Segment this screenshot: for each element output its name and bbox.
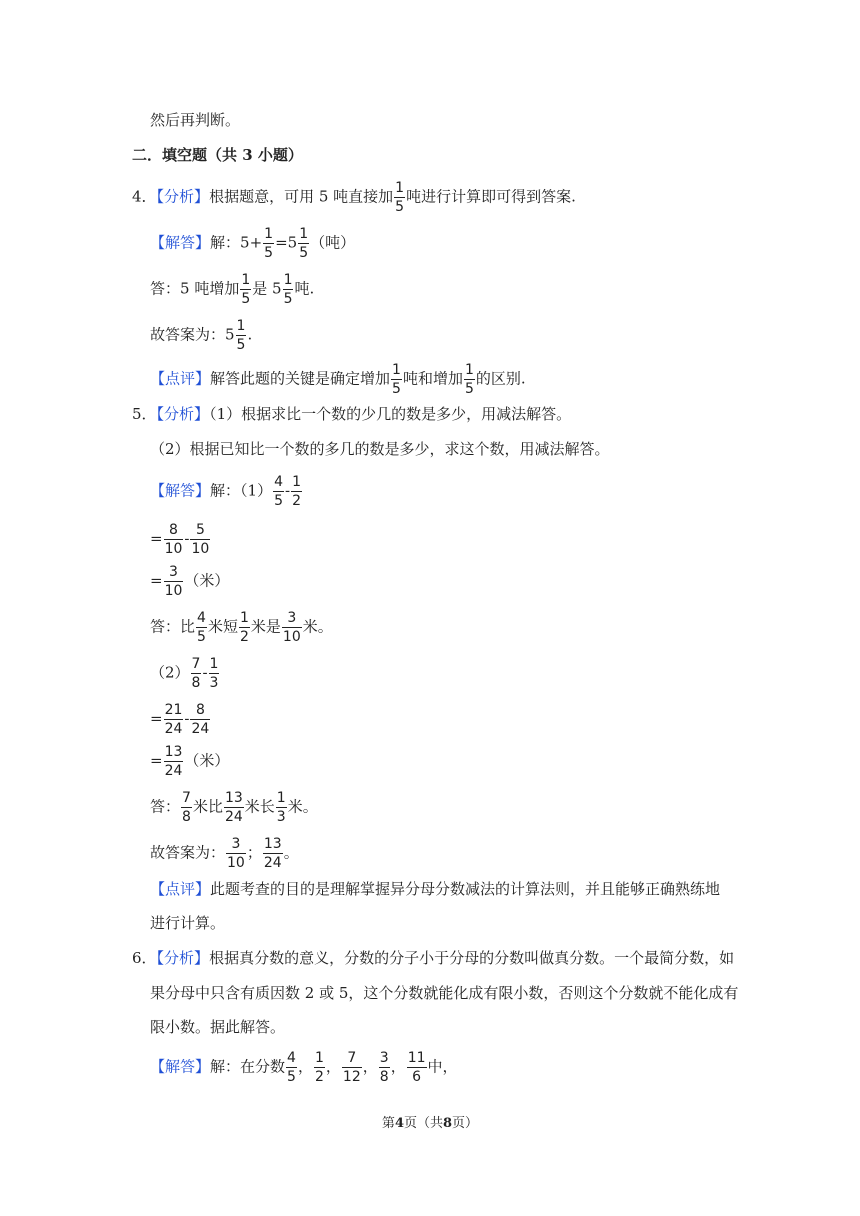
fraction: $\frac{8}{10}$: [164, 522, 183, 557]
q5-step: = $\frac{13}{24}$ （米）: [150, 744, 230, 779]
fraction: $\frac{11}{6}$: [407, 1050, 426, 1085]
q5-final-answer: 故答案为： $\frac{3}{10}$ ； $\frac{13}{24}$ 。: [150, 836, 299, 871]
fraction: $\frac{7}{12}$: [342, 1050, 361, 1085]
q5-review-2: 进行计算。: [150, 914, 226, 932]
fraction: $\frac{13}{24}$: [164, 744, 183, 779]
q4-number: 4．: [132, 187, 157, 206]
fraction: $\frac{1}{3}$: [276, 790, 286, 825]
solution-tag: 【解答】: [150, 1057, 211, 1076]
fraction: $\frac{7}{8}$: [191, 656, 201, 691]
analysis-tag: 【分析】: [156, 405, 210, 423]
intro-text: 然后再判断。: [150, 111, 241, 129]
fraction: $\frac{1}{5}$: [299, 226, 309, 261]
fraction: $\frac{1}{5}$: [395, 180, 405, 215]
q6-analysis-3: 限小数。据此解答。: [150, 1018, 286, 1036]
fraction: $\frac{4}{5}$: [274, 474, 283, 509]
q6-number: 6．: [132, 949, 157, 967]
solution-tag: 【解答】: [150, 233, 211, 252]
q4-final-answer: 故答案为：5 $\frac{1}{5}$ .: [150, 318, 253, 353]
q5-review: 【点评】此题考查的目的是理解掌握异分母分数减法的计算法则，并且能够正确熟练地: [150, 880, 721, 898]
fraction: $\frac{7}{8}$: [182, 790, 191, 825]
review-tag: 【点评】: [150, 880, 211, 898]
q5-solution: 【解答】解：（1） $\frac{4}{5}$ - $\frac{1}{2}$: [150, 474, 301, 509]
fraction: $\frac{13}{24}$: [263, 836, 282, 871]
page-number: 4: [394, 1116, 404, 1131]
q4-solution: 【解答】解：5+ $\frac{1}{5}$ =5 $\frac{1}{5}$ （吨）: [150, 226, 356, 261]
fraction: $\frac{8}{24}$: [191, 702, 210, 737]
q5-number: 5．: [132, 405, 157, 423]
q4-answer: 答：5 吨增加 $\frac{1}{5}$ 是 5 $\frac{1}{5}$ 吨.: [150, 272, 315, 307]
fraction: $\frac{21}{24}$: [164, 702, 183, 737]
fraction: $\frac{1}{2}$: [239, 610, 249, 645]
q5-step: = $\frac{8}{10}$ - $\frac{5}{10}$: [150, 522, 210, 557]
fraction: $\frac{1}{5}$: [464, 362, 474, 397]
q4-review: 【点评】解答此题的关键是确定增加 $\frac{1}{5}$ 吨和增加 $\frac{1}{5}$ 的区别.: [150, 362, 526, 397]
fraction: $\frac{1}{2}$: [314, 1050, 324, 1085]
fraction: $\frac{1}{5}$: [392, 362, 401, 397]
solution-tag: 【解答】: [150, 481, 211, 500]
fraction: $\frac{3}{10}$: [282, 610, 301, 645]
q5-answer-2: 答： $\frac{7}{8}$ 米比 $\frac{13}{24}$ 米长 $\frac{1}{3}$ 米。: [150, 790, 318, 825]
fraction: $\frac{4}{5}$: [197, 610, 206, 645]
fraction: $\frac{5}{10}$: [191, 522, 210, 557]
q4-analysis: 4．【分析】根据题意，可用 5 吨直接加 $\frac{1}{5}$ 吨进行计算即可得到答案.: [132, 180, 576, 215]
q5-step: = $\frac{3}{10}$ （米）: [150, 564, 230, 599]
fraction: $\frac{1}{5}$: [264, 226, 274, 261]
review-tag: 【点评】: [150, 369, 211, 388]
q5-analysis: 5．【分析】（1）根据求比一个数的少几的数是多少，用减法解答。: [132, 405, 572, 423]
fraction: $\frac{1}{5}$: [241, 272, 251, 307]
page-total: 8: [443, 1116, 453, 1131]
q6-solution: 【解答】解：在分数 $\frac{4}{5}$ ， $\frac{1}{2}$ ， $\frac{7}{12}$ ， $\frac{3}{8}$ ， $\frac{11}{6}$ 中，: [150, 1050, 458, 1085]
q5-answer-1: 答：比 $\frac{4}{5}$ 米短 $\frac{1}{2}$ 米是 $\frac{3}{10}$ 米。: [150, 610, 333, 645]
page-footer: 第4页（共8页）: [381, 1116, 479, 1131]
q5-step: = $\frac{21}{24}$ - $\frac{8}{24}$: [150, 702, 210, 737]
fraction: $\frac{3}{10}$: [227, 836, 245, 871]
fraction: $\frac{4}{5}$: [287, 1050, 296, 1085]
analysis-tag: 【分析】: [156, 187, 210, 206]
q5-analysis-2: （2）根据已知比一个数的多几的数是多少，求这个数，用减法解答。: [150, 440, 610, 458]
fraction: $\frac{1}{2}$: [292, 474, 301, 509]
q6-analysis: 6．【分析】根据真分数的意义，分数的分子小于分母的分数叫做真分数。一个最简分数，如: [132, 949, 735, 967]
section-title: 二．填空题（共 3 小题）: [132, 146, 303, 164]
q6-analysis-2: 果分母中只含有质因数 2 或 5，这个分数就能化成有限小数，否则这个分数就不能化成有: [150, 984, 739, 1002]
fraction: $\frac{3}{8}$: [379, 1050, 389, 1085]
q5-part2: （2） $\frac{7}{8}$ - $\frac{1}{3}$: [150, 656, 219, 691]
fraction: $\frac{3}{10}$: [164, 564, 183, 599]
fraction: $\frac{1}{3}$: [209, 656, 219, 691]
fraction: $\frac{1}{5}$: [236, 318, 246, 353]
fraction: $\frac{1}{5}$: [283, 272, 293, 307]
analysis-tag: 【分析】: [156, 949, 210, 967]
fraction: $\frac{13}{24}$: [224, 790, 243, 825]
